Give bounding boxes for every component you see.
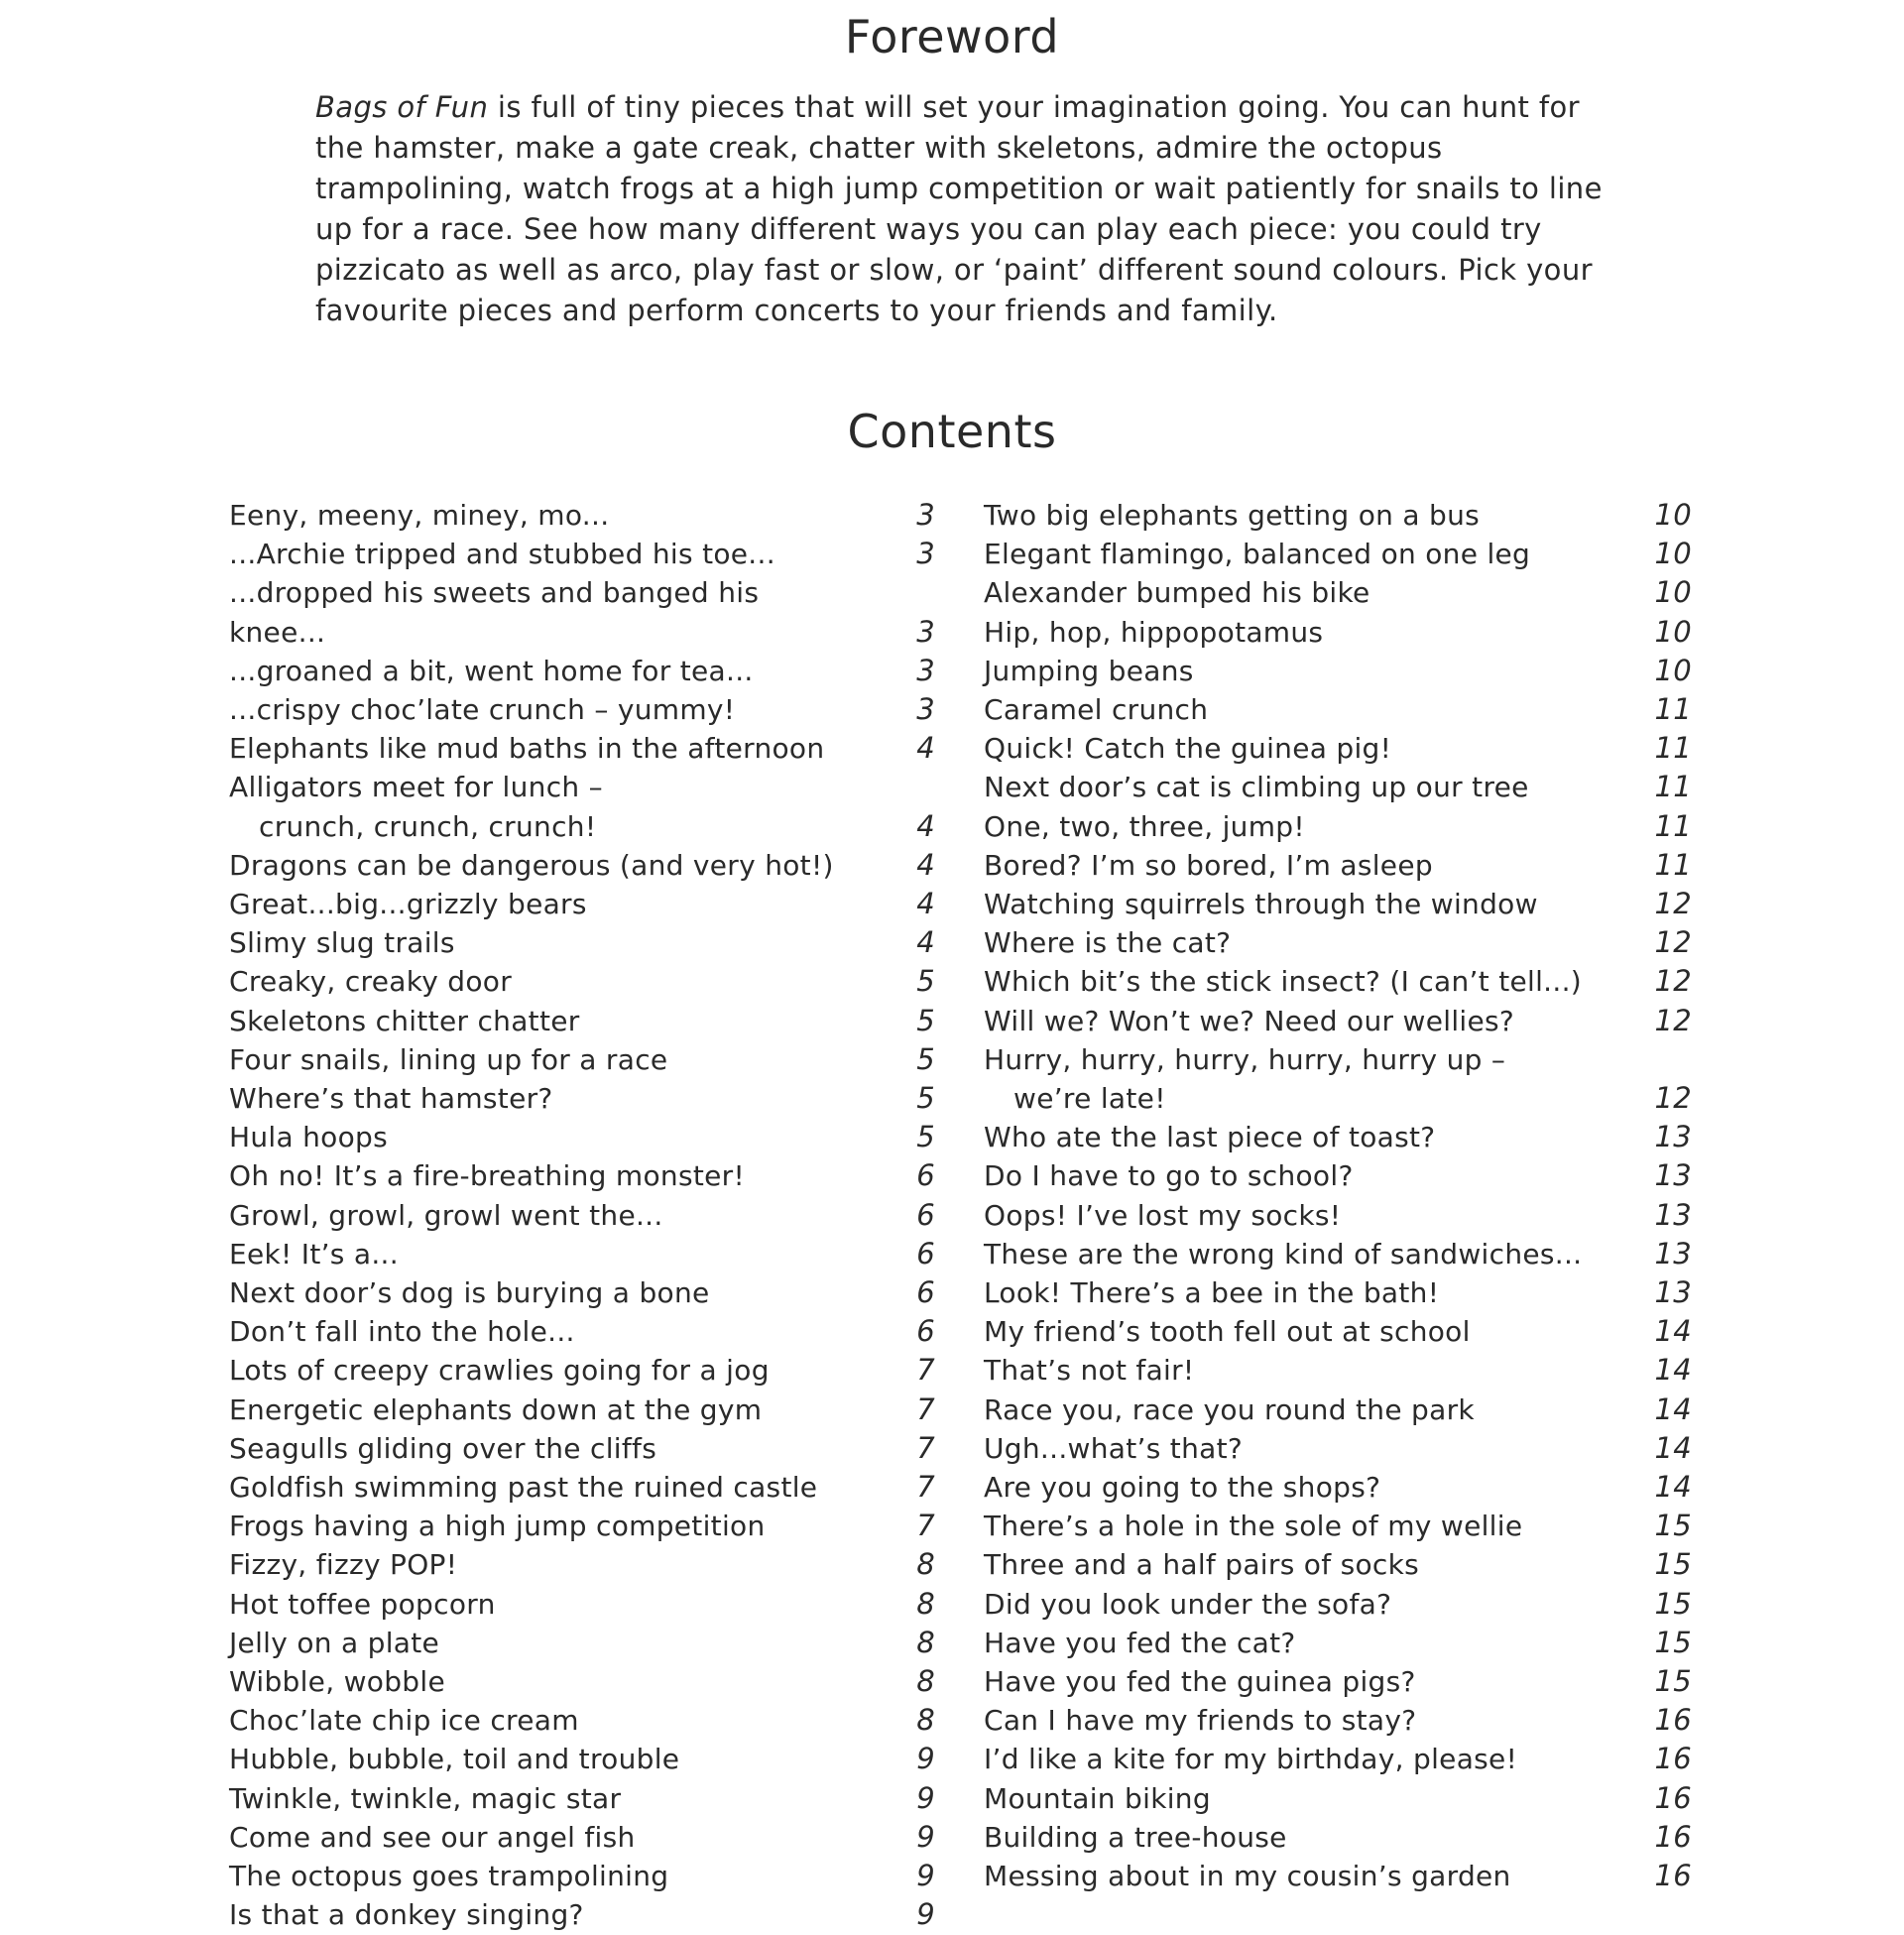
toc-entry-page-number: 9 xyxy=(916,1780,935,1815)
toc-entry-page-number: 8 xyxy=(916,1586,935,1621)
toc-entry xyxy=(984,1156,1692,1195)
toc-entry-title xyxy=(229,1156,935,1195)
toc-entry-title-text: There’s a hole in the sole of my wellie xyxy=(984,1510,1523,1543)
toc-entry-title xyxy=(984,1818,1692,1857)
toc-entry-page-number: 6 xyxy=(916,1158,935,1193)
toc-entry xyxy=(229,535,935,573)
toc-entry-title-text: Alligators meet for lunch – xyxy=(229,771,603,804)
toc-entry-title-text: Will we? Won’t we? Need our wellies? xyxy=(984,1004,1515,1037)
toc-entry-title-text: Can I have my friends to stay? xyxy=(984,1704,1417,1738)
toc-entry-title xyxy=(229,1468,935,1507)
toc-entry-title xyxy=(984,1002,1692,1040)
toc-entry xyxy=(229,496,935,535)
toc-entry xyxy=(229,652,935,690)
toc-entry-title-text: Where’s that hamster? xyxy=(229,1082,553,1116)
toc-entry-page-number: 15 xyxy=(1654,1664,1692,1699)
toc-entry-title xyxy=(984,729,1692,768)
toc-entry-title xyxy=(229,1429,935,1468)
toc-entry-title-text: Did you look under the sofa? xyxy=(984,1587,1392,1621)
toc-entry xyxy=(229,1002,935,1040)
toc-entry-title xyxy=(984,690,1692,729)
toc-entry-title xyxy=(984,1585,1692,1624)
toc-entry-title-text: Elegant flamingo, balanced on one leg xyxy=(984,538,1531,571)
toc-entry-title xyxy=(984,846,1692,885)
toc-entry xyxy=(984,729,1692,768)
toc-entry-title xyxy=(984,1468,1692,1507)
toc-entry xyxy=(984,573,1692,612)
toc-entry xyxy=(229,1235,935,1273)
toc-entry-title-text: Who ate the last piece of toast? xyxy=(984,1121,1436,1154)
toc-entry-title-text: Where is the cat? xyxy=(984,926,1232,960)
toc-entry-title xyxy=(229,1857,935,1895)
toc-entry-title xyxy=(984,1429,1692,1468)
toc-entry xyxy=(984,1507,1692,1545)
toc-entry xyxy=(229,573,935,651)
toc-entry-title-text: Four snails, lining up for a race xyxy=(229,1042,668,1076)
toc-entry-title-text: ...dropped his sweets and banged his knee... xyxy=(229,576,760,649)
book-title: Bags of Fun xyxy=(315,90,489,124)
toc-entry-title-text: Are you going to the shops? xyxy=(984,1471,1381,1505)
toc-entry-title-text: Lots of creepy crawlies going for a jog xyxy=(229,1354,770,1388)
toc-entry xyxy=(984,1002,1692,1040)
toc-entry-title-text: Jumping beans xyxy=(984,654,1194,687)
toc-entry-title xyxy=(229,846,935,885)
toc-entry-page-number: 5 xyxy=(916,964,935,999)
toc-entry-page-number: 15 xyxy=(1654,1547,1692,1582)
toc-entry-title xyxy=(984,1156,1692,1195)
toc-entry-title-continuation: we’re late! xyxy=(1013,1082,1166,1116)
toc-entry-title xyxy=(984,1351,1692,1390)
toc-entry-title xyxy=(229,1585,935,1624)
foreword-body: is full of tiny pieces that will set your imagination going. You can hunt for the hamster, make a gate creak, chatter with skeletons, admire the octopus trampolining, watch frogs at a high jump competition or wait patiently for snails to line up for a race. See how many different ways you can play each piece: you could try pizzicato as well as arco, play fast or slow, or ‘paint’ different sound colours. Pick your favourite pieces and perform concerts to your friends and family. xyxy=(315,90,1603,327)
toc-entry xyxy=(984,846,1692,885)
toc-entry-title xyxy=(984,1196,1692,1235)
toc-entry-title xyxy=(229,690,935,729)
toc-entry-title-text: These are the wrong kind of sandwiches... xyxy=(984,1237,1583,1270)
toc-entry-title xyxy=(984,885,1692,923)
toc-entry-page-number: 8 xyxy=(916,1703,935,1738)
contents-left-column xyxy=(229,496,935,1935)
toc-entry-title-text: Jelly on a plate xyxy=(229,1626,440,1659)
toc-entry-title-text: Bored? I’m so bored, I’m asleep xyxy=(984,848,1433,882)
contents-heading: Contents xyxy=(847,405,1057,458)
toc-entry-page-number: 16 xyxy=(1654,1859,1692,1893)
toc-entry xyxy=(984,962,1692,1001)
toc-entry-page-number: 11 xyxy=(1654,770,1692,804)
toc-entry-title xyxy=(229,573,935,651)
toc-entry-page-number: 14 xyxy=(1654,1470,1692,1505)
toc-entry-title xyxy=(229,1079,935,1118)
toc-entry xyxy=(229,690,935,729)
toc-entry-title-text: Quick! Catch the guinea pig! xyxy=(984,732,1392,766)
toc-entry-title-text: Watching squirrels through the window xyxy=(984,888,1538,921)
toc-entry-page-number: 5 xyxy=(916,1120,935,1154)
toc-entry-title xyxy=(984,962,1692,1001)
toc-entry-page-number: 4 xyxy=(916,925,935,960)
toc-entry-title-text: Great...big...grizzly bears xyxy=(229,888,587,921)
toc-entry xyxy=(229,1312,935,1351)
toc-entry-title xyxy=(984,1040,1692,1118)
toc-entry-page-number: 13 xyxy=(1654,1236,1692,1270)
toc-entry-title xyxy=(984,613,1692,652)
toc-entry-title xyxy=(229,1040,935,1079)
toc-entry-page-number: 13 xyxy=(1654,1158,1692,1193)
toc-entry-title xyxy=(984,535,1692,573)
toc-entry-title-text: Dragons can be dangerous (and very hot!) xyxy=(229,848,834,882)
toc-entry xyxy=(229,1507,935,1545)
toc-entry-page-number: 12 xyxy=(1654,1003,1692,1037)
toc-entry-page-number: 8 xyxy=(916,1664,935,1699)
toc-entry xyxy=(984,1235,1692,1273)
toc-entry xyxy=(984,1779,1692,1818)
toc-entry-title-text: Eeny, meeny, miney, mo... xyxy=(229,499,610,532)
toc-entry-page-number: 9 xyxy=(916,1819,935,1854)
toc-entry-page-number: 8 xyxy=(916,1625,935,1659)
toc-entry-title-continuation: crunch, crunch, crunch! xyxy=(259,809,597,843)
toc-entry-title xyxy=(984,1312,1692,1351)
toc-entry xyxy=(229,885,935,923)
toc-entry-page-number: 12 xyxy=(1654,925,1692,960)
toc-entry xyxy=(984,496,1692,535)
toc-entry-title-text: ...crispy choc’late crunch – yummy! xyxy=(229,693,736,727)
toc-entry-page-number: 3 xyxy=(916,692,935,727)
toc-entry xyxy=(229,1895,935,1934)
toc-entry-title xyxy=(229,962,935,1001)
toc-entry-page-number: 6 xyxy=(916,1197,935,1232)
toc-entry-page-number: 3 xyxy=(916,653,935,687)
toc-entry xyxy=(984,1662,1692,1701)
toc-entry-page-number: 3 xyxy=(916,498,935,532)
toc-entry-title xyxy=(229,1740,935,1778)
toc-entry-title xyxy=(229,1196,935,1235)
toc-entry-title xyxy=(984,573,1692,612)
toc-entry-title-text: Elephants like mud baths in the afternoon xyxy=(229,732,825,766)
toc-entry-page-number: 9 xyxy=(916,1742,935,1776)
toc-entry-title xyxy=(229,1351,935,1390)
toc-entry-title xyxy=(984,1857,1692,1895)
toc-entry xyxy=(229,1818,935,1857)
toc-entry xyxy=(984,1273,1692,1312)
toc-entry-page-number: 4 xyxy=(916,731,935,766)
toc-entry xyxy=(984,1040,1692,1118)
toc-entry-page-number: 13 xyxy=(1654,1275,1692,1310)
toc-entry-page-number: 5 xyxy=(916,1041,935,1076)
toc-entry-title-text: Goldfish swimming past the ruined castle xyxy=(229,1471,818,1505)
toc-entry-title xyxy=(229,1507,935,1545)
toc-entry xyxy=(984,1312,1692,1351)
toc-entry-page-number: 12 xyxy=(1654,964,1692,999)
toc-entry-title xyxy=(984,1391,1692,1429)
toc-entry-title-text: ...Archie tripped and stubbed his toe... xyxy=(229,538,775,571)
toc-entry-title-text: Building a tree-house xyxy=(984,1820,1287,1854)
toc-entry xyxy=(229,1156,935,1195)
toc-entry-title xyxy=(984,496,1692,535)
toc-entry xyxy=(984,1429,1692,1468)
foreword-heading: Foreword xyxy=(844,10,1060,63)
toc-entry-title-text: Creaky, creaky door xyxy=(229,965,513,999)
toc-entry-title xyxy=(229,1779,935,1818)
toc-entry-page-number: 11 xyxy=(1654,692,1692,727)
toc-entry-page-number: 16 xyxy=(1654,1819,1692,1854)
toc-entry-title xyxy=(229,535,935,573)
toc-entry xyxy=(984,1585,1692,1624)
toc-entry-page-number: 16 xyxy=(1654,1742,1692,1776)
toc-entry-title-text: Mountain biking xyxy=(984,1781,1211,1815)
toc-entry-page-number: 11 xyxy=(1654,808,1692,843)
toc-entry-title-text: Hubble, bubble, toil and trouble xyxy=(229,1743,680,1776)
toc-entry-page-number: 9 xyxy=(916,1859,935,1893)
toc-entry-title-text: Skeletons chitter chatter xyxy=(229,1004,580,1037)
toc-entry-title-text: Caramel crunch xyxy=(984,693,1209,727)
toc-entry-title xyxy=(229,1818,935,1857)
toc-entry-title-text: Twinkle, twinkle, magic star xyxy=(229,1781,622,1815)
toc-entry-page-number: 12 xyxy=(1654,887,1692,921)
toc-entry-page-number: 6 xyxy=(916,1275,935,1310)
toc-entry-title-text: Choc’late chip ice cream xyxy=(229,1704,579,1738)
toc-entry-title xyxy=(984,1779,1692,1818)
toc-entry-page-number: 11 xyxy=(1654,731,1692,766)
toc-entry-page-number: 14 xyxy=(1654,1430,1692,1465)
toc-entry-title-text: Growl, growl, growl went the... xyxy=(229,1198,663,1232)
toc-entry-title xyxy=(229,1391,935,1429)
toc-entry-title xyxy=(229,1312,935,1351)
toc-entry xyxy=(229,768,935,845)
toc-entry-page-number: 7 xyxy=(916,1353,935,1388)
toc-entry-title-text: Ugh...what’s that? xyxy=(984,1431,1244,1465)
toc-entry xyxy=(984,1196,1692,1235)
toc-entry-title-text: Is that a donkey singing? xyxy=(229,1898,584,1932)
toc-entry-title xyxy=(984,1507,1692,1545)
toc-entry xyxy=(984,1468,1692,1507)
toc-entry-title xyxy=(984,652,1692,690)
toc-entry-title xyxy=(984,1118,1692,1156)
toc-entry-title-text: Eek! It’s a... xyxy=(229,1237,399,1270)
toc-entry xyxy=(229,846,935,885)
toc-entry-title-text: Fizzy, fizzy POP! xyxy=(229,1548,458,1582)
toc-entry-title xyxy=(229,1895,935,1934)
toc-entry-page-number: 5 xyxy=(916,1003,935,1037)
toc-entry-page-number: 4 xyxy=(916,847,935,882)
toc-entry-page-number: 10 xyxy=(1654,653,1692,687)
toc-entry-title-text: Alexander bumped his bike xyxy=(984,576,1370,610)
toc-entry-title xyxy=(984,1624,1692,1662)
toc-entry-title xyxy=(984,1273,1692,1312)
toc-entry xyxy=(984,1545,1692,1584)
toc-entry xyxy=(984,768,1692,806)
toc-entry-title-text: Oops! I’ve lost my socks! xyxy=(984,1198,1342,1232)
toc-entry-page-number: 8 xyxy=(916,1547,935,1582)
toc-entry-title xyxy=(229,923,935,962)
toc-entry-page-number: 3 xyxy=(916,614,935,649)
toc-entry-page-number: 15 xyxy=(1654,1509,1692,1543)
toc-entry-page-number: 6 xyxy=(916,1314,935,1349)
toc-entry xyxy=(984,1857,1692,1895)
toc-entry-page-number: 10 xyxy=(1654,537,1692,571)
toc-entry-page-number: 14 xyxy=(1654,1314,1692,1349)
toc-entry-page-number: 10 xyxy=(1654,614,1692,649)
toc-entry-title xyxy=(984,1545,1692,1584)
toc-entry-title-text: The octopus goes trampolining xyxy=(229,1860,669,1893)
toc-entry xyxy=(984,1351,1692,1390)
toc-entry-title xyxy=(984,1235,1692,1273)
toc-entry xyxy=(984,1118,1692,1156)
toc-entry-title xyxy=(984,807,1692,846)
toc-entry xyxy=(984,1391,1692,1429)
toc-entry-title xyxy=(229,652,935,690)
toc-entry-title-text: Don’t fall into the hole... xyxy=(229,1315,575,1349)
toc-entry-title xyxy=(984,768,1692,806)
toc-entry xyxy=(229,1468,935,1507)
toc-entry-page-number: 9 xyxy=(916,1897,935,1932)
toc-entry-page-number: 14 xyxy=(1654,1391,1692,1426)
toc-entry xyxy=(229,1740,935,1778)
toc-entry-title-text: Next door’s cat is climbing up our tree xyxy=(984,771,1529,804)
toc-entry-page-number: 13 xyxy=(1654,1197,1692,1232)
toc-entry-title xyxy=(229,1002,935,1040)
toc-entry-title xyxy=(984,1701,1692,1740)
toc-entry-page-number: 16 xyxy=(1654,1780,1692,1815)
toc-entry-title xyxy=(229,885,935,923)
toc-entry-title-text: My friend’s tooth fell out at school xyxy=(984,1315,1471,1349)
toc-entry-page-number: 10 xyxy=(1654,575,1692,610)
toc-entry xyxy=(984,923,1692,962)
toc-entry-title-text: Oh no! It’s a fire-breathing monster! xyxy=(229,1159,745,1193)
toc-entry-title-text: Messing about in my cousin’s garden xyxy=(984,1860,1511,1893)
toc-entry-page-number: 11 xyxy=(1654,847,1692,882)
toc-entry xyxy=(229,1624,935,1662)
toc-entry-page-number: 3 xyxy=(916,537,935,571)
toc-entry-title-text: Race you, race you round the park xyxy=(984,1392,1475,1426)
toc-entry xyxy=(229,962,935,1001)
toc-entry xyxy=(229,729,935,768)
toc-entry-title xyxy=(984,923,1692,962)
toc-entry-title xyxy=(229,1273,935,1312)
toc-entry-page-number: 13 xyxy=(1654,1120,1692,1154)
toc-entry-page-number: 12 xyxy=(1654,1081,1692,1116)
toc-entry-title-text: Do I have to go to school? xyxy=(984,1159,1354,1193)
toc-entry xyxy=(229,1391,935,1429)
toc-entry-title-text: Next door’s dog is burying a bone xyxy=(229,1276,710,1310)
toc-entry-title xyxy=(229,1118,935,1156)
toc-entry xyxy=(229,1857,935,1895)
toc-entry-title xyxy=(229,496,935,535)
toc-entry xyxy=(229,1273,935,1312)
toc-entry xyxy=(229,1196,935,1235)
toc-entry-title-text: ...groaned a bit, went home for tea... xyxy=(229,654,754,687)
toc-entry xyxy=(984,1818,1692,1857)
toc-entry-page-number: 7 xyxy=(916,1509,935,1543)
toc-entry-title xyxy=(229,768,935,845)
toc-entry-title-text: Have you fed the cat? xyxy=(984,1626,1296,1659)
toc-entry-page-number: 4 xyxy=(916,887,935,921)
toc-entry xyxy=(984,1701,1692,1740)
toc-entry-title-text: Frogs having a high jump competition xyxy=(229,1510,766,1543)
toc-entry-title-text: Energetic elephants down at the gym xyxy=(229,1392,763,1426)
toc-entry-title-text: Come and see our angel fish xyxy=(229,1820,636,1854)
toc-entry-title xyxy=(229,1235,935,1273)
toc-entry-title-text: Which bit’s the stick insect? (I can’t tell...) xyxy=(984,965,1583,999)
toc-entry xyxy=(229,1585,935,1624)
toc-entry xyxy=(984,885,1692,923)
toc-entry-title xyxy=(229,1624,935,1662)
toc-entry xyxy=(229,1040,935,1079)
toc-entry xyxy=(984,1740,1692,1778)
toc-entry xyxy=(984,613,1692,652)
toc-entry-page-number: 5 xyxy=(916,1081,935,1116)
toc-entry xyxy=(229,1351,935,1390)
toc-entry-page-number: 7 xyxy=(916,1430,935,1465)
toc-entry-title-text: Have you fed the guinea pigs? xyxy=(984,1665,1416,1699)
toc-entry-page-number: 7 xyxy=(916,1391,935,1426)
toc-entry-page-number: 15 xyxy=(1654,1625,1692,1659)
toc-entry-title-text: Hip, hop, hippopotamus xyxy=(984,615,1324,649)
toc-entry-title xyxy=(229,1701,935,1740)
toc-entry xyxy=(984,535,1692,573)
toc-entry xyxy=(229,1701,935,1740)
toc-entry xyxy=(984,652,1692,690)
contents-right-column xyxy=(984,496,1692,1895)
toc-entry xyxy=(229,923,935,962)
toc-entry-title-text: One, two, three, jump! xyxy=(984,809,1305,843)
toc-entry xyxy=(229,1118,935,1156)
toc-entry-page-number: 15 xyxy=(1654,1586,1692,1621)
toc-entry-title-text: Three and a half pairs of socks xyxy=(984,1548,1419,1582)
toc-entry-title-text: Two big elephants getting on a bus xyxy=(984,499,1481,532)
toc-entry xyxy=(229,1545,935,1584)
toc-entry-title-text: I’d like a kite for my birthday, please! xyxy=(984,1743,1518,1776)
toc-entry-title xyxy=(229,1662,935,1701)
toc-entry-page-number: 4 xyxy=(916,808,935,843)
toc-entry-title-text: Wibble, wobble xyxy=(229,1665,445,1699)
toc-entry-title xyxy=(229,729,935,768)
toc-entry-title-text: Slimy slug trails xyxy=(229,926,455,960)
toc-entry-title-text: Hot toffee popcorn xyxy=(229,1587,496,1621)
toc-entry xyxy=(984,1624,1692,1662)
toc-entry-title xyxy=(984,1740,1692,1778)
toc-entry-page-number: 7 xyxy=(916,1470,935,1505)
toc-entry-page-number: 10 xyxy=(1654,498,1692,532)
toc-entry-page-number: 14 xyxy=(1654,1353,1692,1388)
toc-entry-title xyxy=(229,1545,935,1584)
toc-entry-title-text: Hurry, hurry, hurry, hurry, hurry up – xyxy=(984,1042,1506,1076)
toc-entry xyxy=(229,1079,935,1118)
toc-entry-title-text: Look! There’s a bee in the bath! xyxy=(984,1276,1440,1310)
toc-entry-title xyxy=(984,1662,1692,1701)
toc-entry xyxy=(984,807,1692,846)
toc-entry-title-text: That’s not fair! xyxy=(984,1354,1195,1388)
toc-entry-title-text: Hula hoops xyxy=(229,1121,389,1154)
toc-entry-page-number: 6 xyxy=(916,1236,935,1270)
toc-entry xyxy=(229,1429,935,1468)
toc-entry xyxy=(229,1662,935,1701)
toc-entry-page-number: 16 xyxy=(1654,1703,1692,1738)
toc-entry xyxy=(984,690,1692,729)
toc-entry-title-text: Seagulls gliding over the cliffs xyxy=(229,1431,657,1465)
foreword-paragraph xyxy=(315,87,1605,331)
toc-entry xyxy=(229,1779,935,1818)
